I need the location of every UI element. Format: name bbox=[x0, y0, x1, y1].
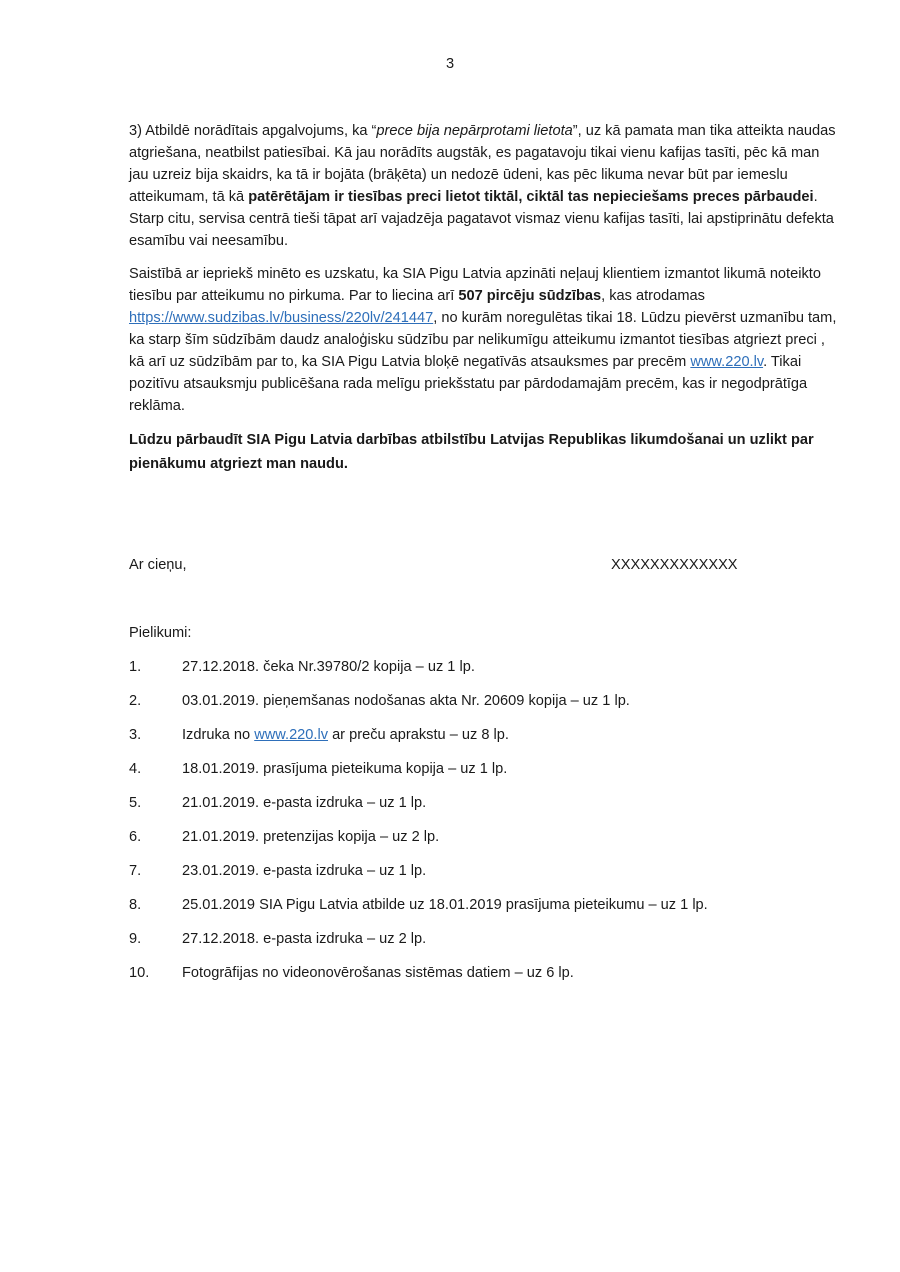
attachment-text: 18.01.2019. prasījuma pieteikuma kopija – uz 1 lp. bbox=[182, 761, 508, 777]
attachment-text-post: ar preču aprakstu – uz 8 lp. bbox=[328, 727, 509, 743]
paragraph1-quote: prece bija nepārprotami lietota bbox=[376, 123, 573, 139]
attachment-number: 8. bbox=[129, 897, 142, 913]
attachment-text: Fotogrāfijas no videonovērošanas sistēmas datiem – uz 6 lp. bbox=[182, 965, 574, 981]
attachment-number: 6. bbox=[129, 829, 142, 845]
signature-row bbox=[129, 554, 738, 576]
attachment-number: 5. bbox=[129, 795, 142, 811]
attachment-text bbox=[182, 724, 509, 746]
attachment-text: 27.12.2018. e-pasta izdruka – uz 2 lp. bbox=[182, 931, 427, 947]
attachment-item bbox=[129, 792, 829, 826]
paragraph2-emphasis: 507 pircēju sūdzības bbox=[458, 288, 602, 304]
attachment-item bbox=[129, 826, 829, 860]
attachment-item bbox=[129, 860, 829, 894]
attachment-item bbox=[129, 690, 829, 724]
request-statement: Lūdzu pārbaudīt SIA Pigu Latvia darbības atbilstību Latvijas Republikas likumdošanai un uzlikt par pienākumu atgriezt man naudu. bbox=[129, 432, 814, 472]
attachment-item bbox=[129, 656, 829, 690]
attachment-text: 21.01.2019. e-pasta izdruka – uz 1 lp. bbox=[182, 795, 427, 811]
attachment-item bbox=[129, 758, 829, 792]
attachment-text: 23.01.2019. e-pasta izdruka – uz 1 lp. bbox=[182, 863, 427, 879]
sudzibas-link[interactable]: https://www.sudzibas.lv/business/220lv/241447 bbox=[129, 310, 434, 326]
attachment-item bbox=[129, 894, 829, 928]
paragraph1-text-3: . Starp citu, servisa centrā tieši tāpat arī vajadzēja pagatavot vismaz vienu kafijas tasīti, lai apstiprinātu defekta esamību vai neesamību. bbox=[129, 189, 834, 249]
paragraph2-text-1: Saistībā ar iepriekš minēto es uzskatu, ka SIA Pigu Latvia apzināti neļauj klientiem izmantot likumā noteikto tiesību par atteikumu no pirkuma. Par to liecina arī bbox=[129, 266, 821, 304]
paragraph1-text-1: 3) Atbildē norādītais apgalvojums, ka “ bbox=[129, 123, 377, 139]
paragraph2-text-3: , no kurām noregulētas tikai 18. Lūdzu pievērst uzmanību tam, ka starp šīm sūdzībām daudz analoģisku sūdzību par nelikumīgu atteikumu izmantot tiesības atgriezt preci , kā arī uz sūdzībām par to, ka SIA Pigu Latvia bloķē negatīvās atsauksmes par precēm bbox=[129, 310, 837, 370]
attachment-item bbox=[129, 928, 829, 962]
attachment-number: 2. bbox=[129, 693, 142, 709]
attachment-number: 9. bbox=[129, 931, 142, 947]
attachment-item bbox=[129, 962, 829, 996]
signer-name: XXXXXXXXXXXXX bbox=[611, 557, 738, 573]
attachment-item bbox=[129, 724, 829, 758]
paragraph1-text-2: ”, uz kā pamata man tika atteikta naudas atgriešana, neatbilst patiesībai. Kā jau norādīts augstāk, es pagatavoju tikai vienu kafijas tasīti, pēc kā man jau uzreiz bija skaidrs, ka tā ir bojāta (brāķēta) un nedozē ūdeni, kas pēc likuma nevar būt par iemeslu atteikumam, tā kā bbox=[129, 123, 836, 205]
attachments-list bbox=[129, 656, 829, 996]
attachment-number: 10. bbox=[129, 965, 150, 981]
paragraph-complaints bbox=[129, 263, 839, 417]
attachment-text-pre: Izdruka no bbox=[182, 727, 255, 743]
attachments-heading: Pielikumi: bbox=[129, 625, 192, 641]
paragraph-claim-refutation bbox=[129, 120, 839, 252]
attachment-number: 4. bbox=[129, 761, 142, 777]
attachment-220lv-link[interactable]: www.220.lv bbox=[254, 727, 329, 743]
paragraph1-emphasis: patērētājam ir tiesības preci lietot tiktāl, ciktāl tas nepieciešams preces pārbaudei bbox=[248, 189, 814, 205]
page-number: 3 bbox=[445, 56, 455, 72]
closing-text: Ar cieņu, bbox=[129, 557, 187, 573]
attachment-text: 21.01.2019. pretenzijas kopija – uz 2 lp. bbox=[182, 829, 440, 845]
attachment-text: 03.01.2019. pieņemšanas nodošanas akta Nr. 20609 kopija – uz 1 lp. bbox=[182, 693, 630, 709]
attachment-number: 1. bbox=[129, 659, 142, 675]
site-220lv-link[interactable]: www.220.lv bbox=[690, 354, 764, 370]
attachment-text: 25.01.2019 SIA Pigu Latvia atbilde uz 18.01.2019 prasījuma pieteikumu – uz 1 lp. bbox=[182, 897, 708, 913]
paragraph2-text-4: . Tikai pozitīvu atsauksmju publicēšana rada melīgu priekšstatu par pārdodamajām precēm, kas ir negodprātīga reklāma. bbox=[129, 354, 808, 414]
attachment-number: 7. bbox=[129, 863, 142, 879]
attachment-text: 27.12.2018. čeka Nr.39780/2 kopija – uz 1 lp. bbox=[182, 659, 475, 675]
letter-body bbox=[129, 120, 839, 476]
attachment-number: 3. bbox=[129, 727, 142, 743]
paragraph2-text-2: , kas atrodamas bbox=[601, 288, 705, 304]
